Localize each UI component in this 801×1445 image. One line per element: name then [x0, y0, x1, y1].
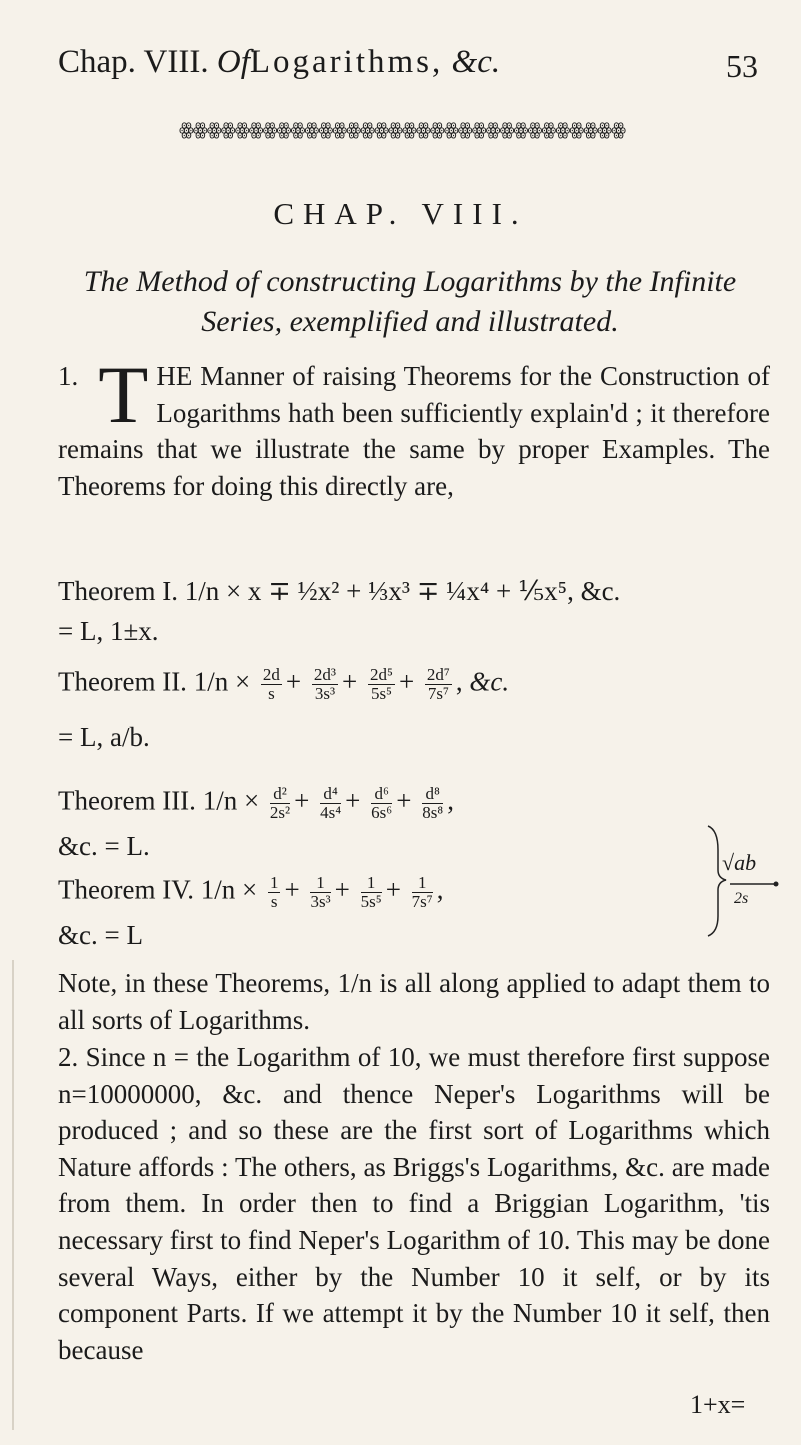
paragraph-number: 1.: [58, 361, 79, 391]
denominator: s: [270, 892, 278, 911]
fraction-term: [425, 666, 452, 703]
theorem-3-prefix: 1/n ×: [202, 785, 260, 816]
fraction-term: [310, 874, 330, 911]
page-number: 53: [726, 48, 758, 84]
denominator: 3s³: [310, 892, 331, 911]
numerator: 1: [412, 874, 433, 893]
fraction-term: [371, 785, 392, 822]
theorem-2-result: = L, a/b.: [58, 722, 150, 752]
fraction-term: [270, 785, 290, 822]
denominator: 3s³: [314, 684, 336, 703]
theorem-2-prefix: 1/n ×: [193, 666, 251, 697]
numerator: d⁴: [320, 785, 341, 804]
denominator: 8s⁸: [422, 803, 444, 822]
numerator: 1: [310, 874, 330, 893]
fraction-term: [422, 785, 443, 822]
brace-lines: [700, 820, 780, 940]
paragraph-1-text: HE Manner of raising Theorems for the Construction of Logarithms hath been sufficiently explain'd ; it therefore remains that we illustrate the same by proper Examples. The Theorems for doing this directly are,: [58, 361, 770, 501]
theorem-2-label: Theorem II.: [58, 666, 187, 697]
theorem-1-result: = L, 1±x.: [58, 616, 159, 646]
denominator: 4s⁴: [320, 803, 342, 822]
fraction-term: [261, 666, 282, 703]
paragraph-note: Note, in these Theorems, 1/n is all along applied to adapt them to all sorts of Logarithms.: [58, 968, 770, 1035]
numerator: d⁶: [371, 785, 392, 804]
running-head: [58, 44, 758, 94]
running-title: Logarithms,: [249, 44, 444, 80]
drop-cap: T: [98, 349, 149, 440]
theorem-2: Theorem II. 1/n × $\frac{2d}{s}$ + $\frac{\text{2d³}}{\text{3s³}}$ + $\frac{\text{2d⁵}}{\text{5s⁵}}$ + $\frac{\text{2d⁷}}{\text{7s⁷}}$ , &c.: [58, 665, 510, 703]
continuation-fragment: 1+x=: [690, 1390, 746, 1419]
margin-brace-note: [700, 820, 780, 940]
side-note-bottom: 2s: [734, 890, 749, 907]
numerator: d⁸: [422, 785, 443, 804]
paragraph-2: 2. Since n = the Logarithm of 10, we must therefore first suppose n=10000000, &c. and thence Neper's Logarithms will be produced ; and so these are the first sort of Logarithms which Nature affords : The others, as Briggs's Logarithms, &c. are made from them. In order then to find a Briggian Logarithm, 'tis necessary first to find Neper's Logarithm of 10. This may be done several Ways, either by the Number 10 it self, or by its component Parts. If we attempt it by the Number 10 it self, then because: [58, 1042, 770, 1365]
fraction-term: [368, 666, 395, 703]
fraction-term: [412, 874, 433, 911]
theorem-1-label: Theorem I.: [58, 576, 178, 606]
of-label: Of: [216, 44, 250, 80]
theorem-4-prefix: 1/n ×: [200, 874, 258, 905]
side-note-top: √ab: [722, 850, 757, 875]
theorem-1-expression: 1/n × x ∓ ½x² + ⅓x³ ∓ ¼x⁴ + ⅕x⁵, &c.: [184, 576, 621, 606]
theorem-3-label: Theorem III.: [58, 785, 196, 816]
denominator: 7s⁷: [427, 684, 449, 703]
chapter-label: Chap. VIII.: [58, 44, 209, 80]
theorem-4-label: Theorem IV.: [58, 874, 194, 905]
numerator: 1: [361, 874, 382, 893]
denominator: 5s⁵: [370, 684, 392, 703]
chapter-subtitle: The Method of constructing Logarithms by the Infinite Series, exemplified and illustrated.: [83, 265, 737, 338]
etc-label: &c.: [451, 44, 501, 80]
denominator: 5s⁵: [360, 892, 382, 911]
denominator: 6s⁶: [371, 803, 393, 822]
numerator: 2d³: [313, 665, 337, 684]
numerator: 1: [269, 873, 279, 892]
paragraph-1: [58, 349, 770, 504]
theorem-3-result: &c. = L.: [58, 831, 150, 861]
fraction-term: [361, 874, 382, 911]
theorem-3: Theorem III. 1/n × $\frac{\text{d²}}{\text{2s²}}$ + $\frac{\text{d⁴}}{\text{4s⁴}}$ + $\frac{\text{d⁶}}{\text{6s⁶}}$ + $\frac{\text{d⁸}}{\text{8s⁸}}$ ,: [58, 784, 454, 822]
fraction-term: [320, 785, 341, 822]
numerator: 2d⁵: [370, 665, 393, 684]
chapter-title: CHAP. VIII.: [273, 196, 528, 231]
binding-margin-line: [12, 960, 14, 1430]
fraction-term: [312, 666, 338, 703]
denominator: s: [268, 684, 275, 703]
numerator: d²: [270, 785, 290, 804]
numerator: 2d: [262, 665, 280, 684]
theorem-2-suffix: &c.: [469, 666, 510, 697]
denominator: 2s²: [269, 803, 291, 822]
theorem-4-result: &c. = L: [58, 920, 143, 950]
theorem-4: Theorem IV. 1/n × $\frac{1}{s}$ + $\frac{1}{\text{3s³}}$ + $\frac{1}{\text{5s⁵}}$ + $\frac{1}{\text{7s⁷}}$ ,: [58, 873, 444, 911]
fraction-term: [268, 874, 281, 911]
decorative-border: ꙮꙮꙮꙮꙮꙮꙮꙮꙮꙮꙮꙮꙮꙮꙮꙮꙮꙮꙮꙮꙮꙮꙮꙮꙮꙮꙮꙮꙮꙮꙮꙮ: [178, 120, 626, 139]
denominator: 7s⁷: [411, 892, 433, 911]
numerator: 2d⁷: [426, 665, 450, 684]
theorem-1: [58, 576, 620, 607]
